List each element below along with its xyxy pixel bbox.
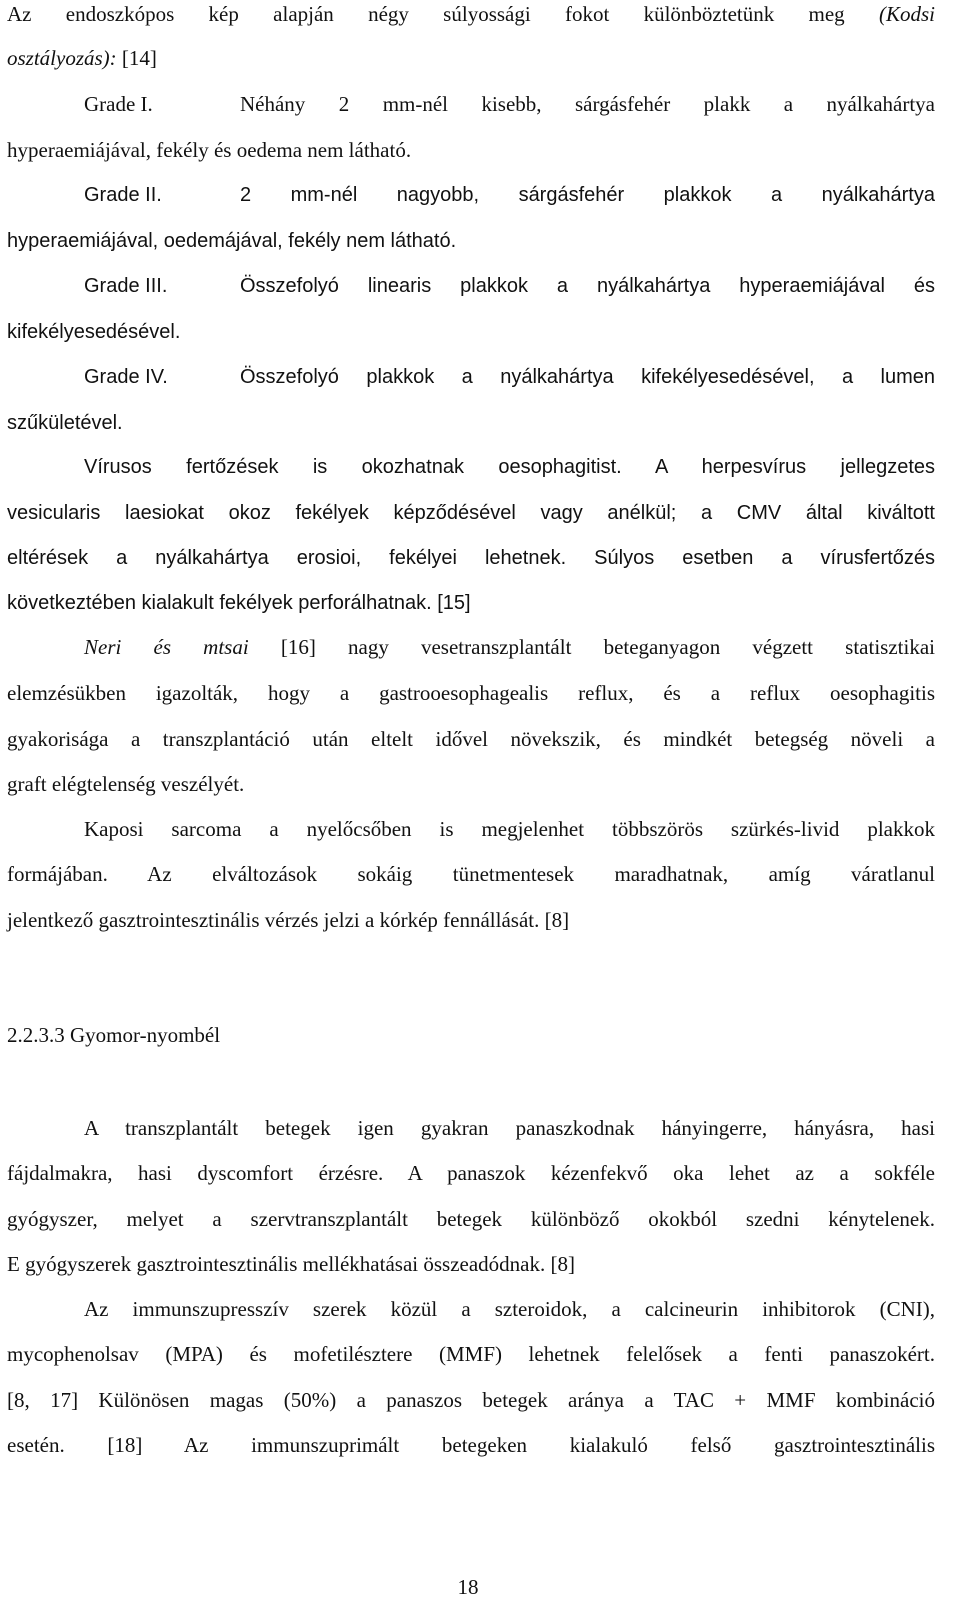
intro-line-2-italic: osztályozás):: [7, 46, 117, 70]
kaposi-paragraph-line-1: Kaposi sarcoma a nyelőcsőben is megjelenhet többszörös szürkés-livid plakkok: [84, 817, 935, 841]
neri-paragraph-line-1-text: [16] nagy vesetranszplantált beteganyagon végzett statisztikai: [248, 635, 935, 659]
virus-paragraph-line-4: következtében kialakult fekélyek perforálhatnak. [15]: [7, 592, 471, 614]
neri-authors: Neri és mtsai: [84, 635, 249, 659]
kaposi-paragraph-line-3: jelentkező gasztrointesztinális vérzés jelzi a kórkép fennállását. [8]: [7, 908, 570, 932]
neri-paragraph-line-2: elemzésükben igazolták, hogy a gastrooesophagealis reflux, és a reflux oesophagitis: [7, 681, 935, 705]
neri-paragraph-line-4: graft elégtelenség veszélyét.: [7, 772, 245, 796]
virus-paragraph-line-2: vesicularis laesiokat okoz fekélyek képződésével vagy anélkül; a CMV által kiváltott: [7, 502, 935, 524]
intro-line-1-italic: (Kodsi: [878, 2, 935, 26]
grade-4-text-line-2: szűkületével.: [7, 412, 123, 434]
gyomor-paragraph-line-2: fájdalmakra, hasi dyscomfort érzésre. A panaszok kézenfekvő oka lehet az a sokféle: [7, 1161, 935, 1185]
section-heading: 2.2.3.3 Gyomor-nyombél: [7, 1023, 221, 1047]
immuno-paragraph-line-3: [8, 17] Különösen magas (50%) a panaszos betegek aránya a TAC + MMF kombináció: [7, 1388, 935, 1412]
grade-2-text-line-1: 2 mm-nél nagyobb, sárgásfehér plakkok a nyálkahártya: [240, 184, 935, 206]
grade-1-label: Grade I.: [84, 92, 153, 116]
grade-1-text-line-2: hyperaemiájával, fekély és oedema nem látható.: [7, 138, 412, 162]
virus-paragraph-line-3: eltérések a nyálkahártya erosioi, fekélyei lehetnek. Súlyos esetben a vírusfertőzés: [7, 547, 935, 569]
grade-2-label: Grade II.: [84, 184, 162, 206]
grade-2-text-line-2: hyperaemiájával, oedemájával, fekély nem látható.: [7, 230, 457, 252]
intro-line-1-text: Az endoszkópos kép alapján négy súlyossági fokot különböztetünk meg: [7, 2, 879, 26]
immuno-paragraph-line-2: mycophenolsav (MPA) és mofetilésztere (MMF) lehetnek felelősek a fenti panaszokért.: [7, 1342, 935, 1366]
neri-paragraph-line-1: [84, 633, 935, 661]
neri-paragraph-line-3: gyakorisága a transzplantáció után eltelt idővel növekszik, és mindkét betegség növeli a: [7, 727, 935, 751]
grade-3-text-line-2: kifekélyesedésével.: [7, 321, 181, 343]
immuno-paragraph-line-4: esetén. [18] Az immunszuprimált betegeken kialakuló felső gasztrointesztinális: [7, 1433, 935, 1457]
intro-line-1: [7, 0, 935, 28]
gyomor-paragraph-line-1: A transzplantált betegek igen gyakran panaszkodnak hányingerre, hányásra, hasi: [84, 1116, 935, 1140]
grade-4-label: Grade IV.: [84, 366, 168, 388]
grade-3-text-line-1: Összefolyó linearis plakkok a nyálkahártya hyperaemiájával és: [240, 275, 935, 297]
gyomor-paragraph-line-3: gyógyszer, melyet a szervtranszplantált betegek különböző okokból szedni kénytelenek.: [7, 1207, 935, 1231]
page-number: 18: [457, 1575, 479, 1599]
grade-3-label: Grade III.: [84, 275, 168, 297]
grade-4-text-line-1: Összefolyó plakkok a nyálkahártya kifekélyesedésével, a lumen: [240, 366, 935, 388]
gyomor-paragraph-line-4: E gyógyszerek gasztrointesztinális mellékhatásai összeadódnak. [8]: [7, 1252, 575, 1276]
immuno-paragraph-line-1: Az immunszupresszív szerek közül a szteroidok, a calcineurin inhibitorok (CNI),: [84, 1297, 935, 1321]
grade-1-text-line-1: Néhány 2 mm-nél kisebb, sárgásfehér plakk a nyálkahártya: [240, 92, 935, 116]
intro-line-2: [7, 44, 935, 72]
intro-line-2-text: [14]: [116, 46, 157, 70]
kaposi-paragraph-line-2: formájában. Az elváltozások sokáig tünetmentesek maradhatnak, amíg váratlanul: [7, 862, 935, 886]
virus-paragraph-line-1: Vírusos fertőzések is okozhatnak oesophagitist. A herpesvírus jellegzetes: [84, 456, 935, 478]
